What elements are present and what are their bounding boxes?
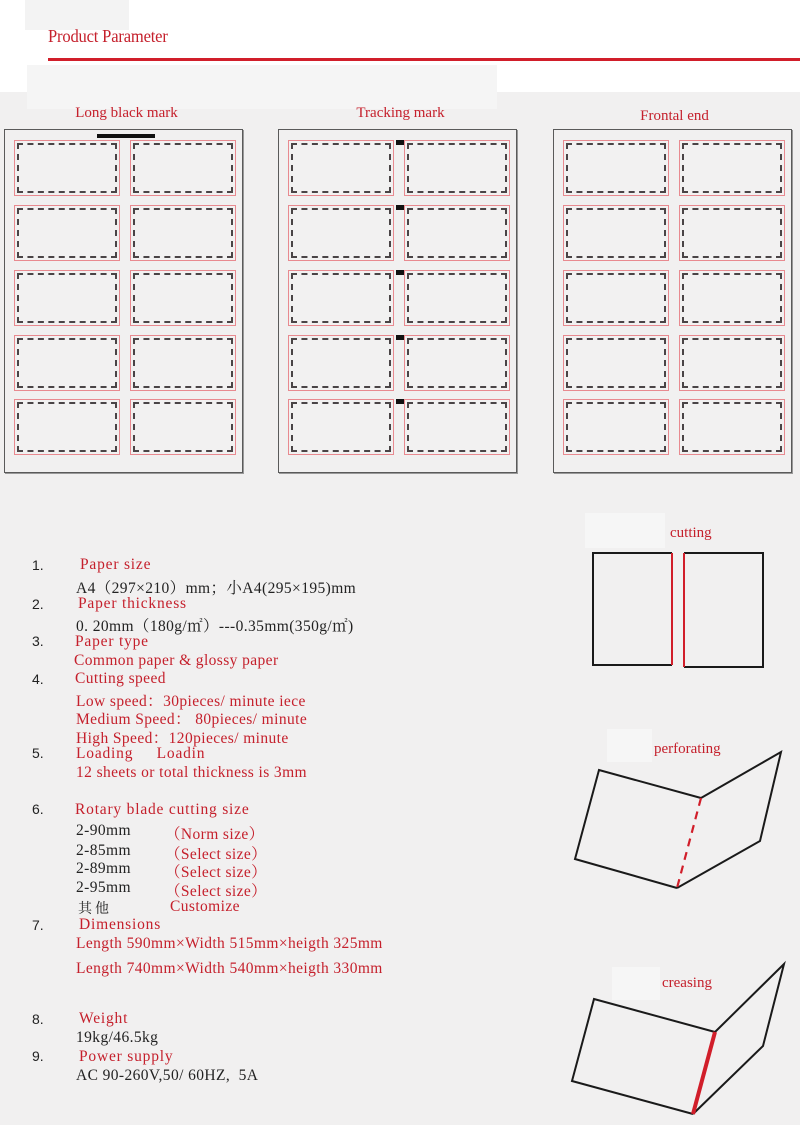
param-value: 0. 20mm（180g/㎡）---0.35mm(350g/㎡) — [76, 618, 354, 635]
param-value: Common paper & glossy paper — [74, 652, 279, 669]
param-heading-dimensions: Dimensions — [79, 916, 162, 933]
blade-size: 其他 — [78, 902, 112, 917]
blade-size: 2-85mm — [76, 842, 131, 859]
card-label-frontal-end: Frontal end — [640, 108, 709, 124]
param-value: 12 sheets or total thickness is 3mm — [76, 764, 307, 781]
param-value: High Speed：120pieces/ minute — [76, 730, 289, 747]
param-heading-paper-type: Paper type — [75, 633, 149, 650]
param-number: 5. — [32, 745, 44, 761]
param-heading-paper-thickness: Paper thickness — [78, 595, 187, 612]
blade-size-note: （Select size） — [165, 846, 268, 863]
diagram-label-creasing: creasing — [662, 975, 712, 991]
param-value: AC 90-260V,50/ 60HZ, 5A — [76, 1067, 259, 1084]
param-number: 2. — [32, 596, 44, 612]
param-number: 7. — [32, 917, 44, 933]
param-value: Low speed：30pieces/ minute iece — [76, 693, 306, 710]
param-heading-loading: Loading Loadin — [76, 745, 206, 762]
diagram-label-cutting: cutting — [670, 525, 712, 541]
blade-size: 2-90mm — [76, 822, 131, 839]
blade-size: 2-95mm — [76, 879, 131, 896]
param-heading-power-supply: Power supply — [79, 1048, 174, 1065]
param-number: 6. — [32, 801, 44, 817]
param-value: Length 740mm×Width 540mm×heigth 330mm — [76, 960, 383, 977]
blade-size-note: （Select size） — [165, 883, 268, 900]
blade-size: 2-89mm — [76, 860, 131, 877]
blade-size-note: （Select size） — [165, 864, 268, 881]
param-number: 3. — [32, 633, 44, 649]
param-number: 9. — [32, 1048, 44, 1064]
param-number: 4. — [32, 671, 44, 687]
blade-size-note: Customize — [170, 898, 240, 915]
param-value: A4（297×210）mm；小A4(295×195)mm — [76, 580, 357, 597]
param-value: 19kg/46.5kg — [76, 1029, 159, 1046]
card-label-long-black-mark: Long black mark — [75, 105, 178, 121]
diagram-label-perforating: perforating — [654, 741, 721, 757]
param-value: Medium Speed： 80pieces/ minute — [76, 711, 308, 728]
blade-size-note: （Norm size） — [165, 826, 265, 843]
param-heading-rotary-blade: Rotary blade cutting size — [75, 801, 250, 818]
param-number: 8. — [32, 1011, 44, 1027]
card-label-tracking-mark: Tracking mark — [356, 105, 445, 121]
param-heading-cutting-speed: Cutting speed — [75, 670, 166, 687]
param-heading-weight: Weight — [79, 1010, 129, 1027]
page-title: Product Parameter — [48, 26, 168, 46]
param-value: Length 590mm×Width 515mm×heigth 325mm — [76, 935, 383, 952]
param-number: 1. — [32, 557, 44, 573]
param-heading-paper-size: Paper size — [80, 556, 152, 573]
